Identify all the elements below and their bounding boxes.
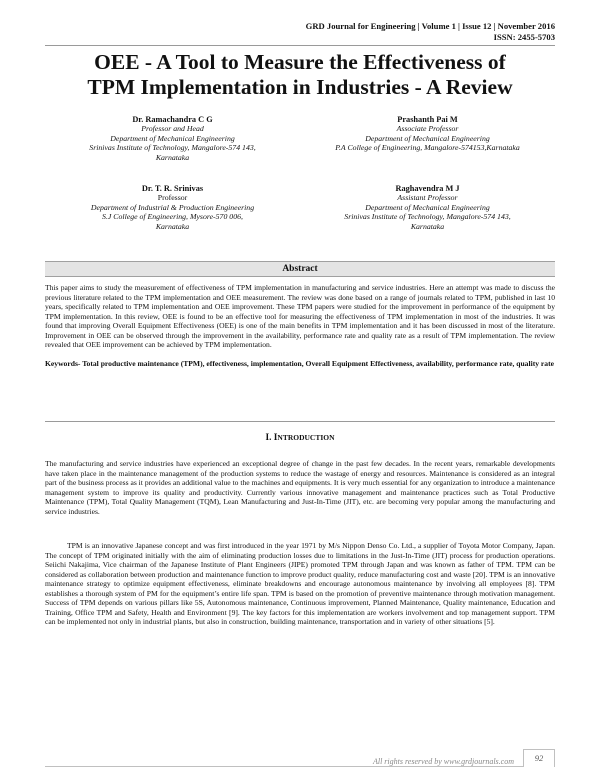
author-inst: Srinivas Institute of Technology, Mangalore-574 143, [89, 143, 256, 153]
section-first-letter: I [273, 433, 278, 443]
author-dept: Department of Mechanical Engineering [365, 202, 490, 212]
paper-title [40, 50, 560, 100]
section-number: I. [265, 433, 272, 443]
body-paragraph: The manufacturing and service industries have experienced an exceptional degree of change in the past few decades. In the recent years, remarkable developments have taken place in the maintenance management of the production systems to reduce the wastage of energy and resources. Maintenance is considered as an integral part of the business process as it provides an additional value to the machines and equipments. It is very much essential for any organization to introduce a maintenance management system to improve its quality and productivity. Currently various innovative management and maintenance practices such as Total Productive Maintenance (TPM), Total Quality Management (TQM), Lean Manufacturing and Just-In-Time (JIT), etc. are becoming very popular among the manufacturing and service industries. [45, 459, 555, 516]
author-role: Professor [157, 193, 188, 203]
author-name: Prashanth Pai M [397, 115, 458, 124]
author-role: Associate Professor [396, 124, 459, 134]
author-role: Assistant Professor [397, 193, 458, 203]
author-name: Dr. T. R. Srinivas [141, 184, 204, 193]
page-number: 92 [523, 749, 555, 767]
author-dept: Department of Mechanical Engineering [110, 133, 235, 143]
author-dept: Department of Industrial & Production Engineering [90, 202, 255, 212]
author-dept: Department of Mechanical Engineering [365, 133, 490, 143]
section-title-rest: NTRODUCTION [277, 433, 335, 442]
author-role: Professor and Head [141, 124, 204, 134]
authors-row-1 [45, 115, 555, 162]
author-place: Karnataka [155, 221, 190, 231]
author-inst: P.A College of Engineering, Mangalore-574153,Karnataka [335, 143, 520, 153]
author-place: Karnataka [410, 221, 445, 231]
author-block [45, 115, 300, 162]
authors-row-2 [45, 184, 555, 231]
footer-rights: All rights reserved by www.grdjournals.com [372, 757, 514, 766]
author-block [300, 184, 555, 231]
body-paragraph: TPM is an innovative Japanese concept and was first introduced in the year 1971 by M/s Nippon Denso Co. Ltd., a supplier of Toyota Motor Company, Japan. The concept of TPM originated initially with the aim of eliminating production losses due to limitations in the Just-In-Time (JIT) process for production operations. Seiichi Nakajima, Vice chairman of the Japanese Institute of Plant Engineers (JIPE) promoted TPM through Japan and was known as father of TPM. TPM can be considered as collaboration between production and maintenance function to improve product quality, reduce manufacturing cost and waste [20]. TPM is an innovative maintenance strategy to optimize equipment effectiveness, eliminate breakdowns and encourage autonomous maintenance by involving all employees [8]. TPM establishes a thorough system of PM for the equipment’s entire life span. TPM is based on the promotion of preventive maintenance through motivation management. Success of TPM depends on various pillars like 5S, Autonomous maintenance, Continuous improvement, Planned Maintenance, Quality maintenance, Education and Training, Office TPM and Safety, Health and Environment [9]. The key factors for this implementation are workers involvement and top management support. TPM can be implemented not only in industrial plants, but also in construction, building maintenance, transportation and in variety of other situations [5]. [45, 541, 555, 626]
author-name: Dr. Ramachandra C G [132, 115, 213, 124]
footer-rule [45, 766, 555, 767]
section-heading [45, 433, 555, 443]
journal-line: GRD Journal for Engineering | Volume 1 | Issue 12 | November 2016 [305, 21, 555, 31]
author-block [45, 184, 300, 231]
author-block [300, 115, 555, 162]
title-line-1: OEE - A Tool to Measure the Effectiveness of [94, 50, 506, 74]
header-rule [45, 45, 555, 46]
author-place: Karnataka [155, 152, 190, 162]
section-rule [45, 421, 555, 422]
issn: ISSN: 2455-5703 [493, 32, 555, 42]
journal-header [306, 21, 555, 43]
author-inst: S.J College of Engineering, Mysore-570 006, [102, 212, 243, 222]
author-inst: Srinivas Institute of Technology, Mangalore-574 143, [344, 212, 511, 222]
author-name: Raghavendra M J [395, 184, 460, 193]
keywords: Keywords- Total productive maintenance (TPM), effectiveness, implementation, Overall Equipment Effectiveness, availability, performance rate, quality rate [45, 359, 554, 368]
abstract-heading: Abstract [45, 261, 555, 277]
abstract-text: This paper aims to study the measurement of effectiveness of TPM implementation in manufacturing and service industries. Here an attempt was made to discuss the previous literature related to the TPM implementation and OEE measurement. The review was done based on a range of journals related to TPM, published in last 10 years, specifically related to TPM implementation and OEE improvement. These TPM papers were studied for the improvement in performance of the equipment by TPM implementation. In this review, OEE is found to be an effective tool for measuring the effectiveness of TPM implementation in most of the industries. It was found that improving Overall Equipment Effectiveness (OEE) is one of the main benefits in TPM implementation and it has been discussed in most of the literature. Improvement in OEE can be observed through the improvement in the availability, performance rate and quality rate as a result of TPM implementation. The review revealed that OEE improvement can be achieved by TPM implementation. [45, 283, 555, 349]
title-line-2: TPM Implementation in Industries - A Review [87, 75, 513, 99]
